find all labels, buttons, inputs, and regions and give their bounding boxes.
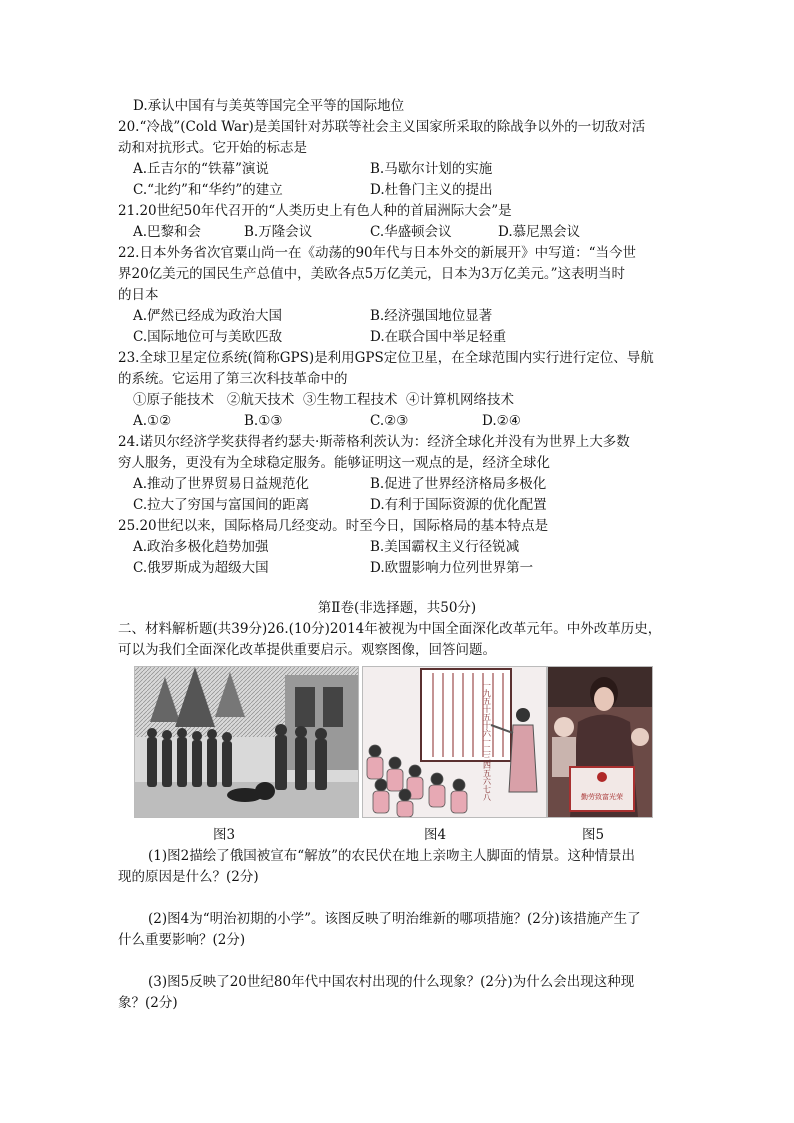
q22-option-d: D.在联合国中举足轻重 <box>370 329 507 345</box>
figure-3-image <box>134 666 359 818</box>
q24-stem-line1: 24.诺贝尔经济学奖获得者约瑟夫·斯蒂格利茨认为：经济全球化并没有为世界上大多数 <box>118 434 630 450</box>
q23-stem-line2: 的系统。它运用了第三次科技革命中的 <box>118 371 348 387</box>
q23-option-a: A.①② <box>133 413 172 429</box>
subq-3-line1: (3)图5反映了20世纪80年代中国农村出现的什么现象？(2分)为什么会出现这种现 <box>148 974 635 990</box>
q22-option-a: A.俨然已经成为政治大国 <box>133 308 283 324</box>
subq-1-line2: 现的原因是什么？(2分) <box>118 869 259 885</box>
q24-option-c: C.拉大了穷国与富国间的距离 <box>133 497 310 513</box>
subq-1-line1: (1)图2描绘了俄国被宣布“解放”的农民伏在地上亲吻主人脚面的情景。这种情景出 <box>148 848 636 864</box>
q22-option-c: C.国际地位可与美欧匹敌 <box>133 329 283 345</box>
figure-5-image <box>547 666 653 818</box>
figure-3-caption: 图3 <box>213 827 236 843</box>
q20-option-a: A.丘吉尔的“铁幕”演说 <box>133 161 269 177</box>
part2-title: 第Ⅱ卷(非选择题，共50分) <box>317 600 477 616</box>
q23-option-b: B.①③ <box>244 413 283 429</box>
q22-stem-line1: 22.日本外务省次官粟山尚一在《动荡的90年代与日本外交的新展开》中写道：“当今世 <box>118 245 637 261</box>
q21-option-b: B.万隆会议 <box>244 224 313 240</box>
q21-stem: 21.20世纪50年代召开的“人类历史上有色人种的首届洲际大会”是 <box>118 203 512 219</box>
q22-stem-line2: 界20亿美元的国民生产总值中，美欧各点5万亿美元，日本为3万亿美元。”这表明当时 <box>118 266 626 282</box>
q19-option-d: D.承认中国有与美英等国完全平等的国际地位 <box>133 98 405 114</box>
q20-stem-line1: 20.“冷战”(Cold War)是美国针对苏联等社会主义国家所采取的除战争以外的一切敌对活 <box>118 119 646 135</box>
q25-option-c: C.俄罗斯成为超级大国 <box>133 560 269 576</box>
q24-option-d: D.有利于国际资源的优化配置 <box>370 497 547 513</box>
q22-stem-line3: 的日本 <box>118 287 159 303</box>
q20-option-d: D.杜鲁门主义的提出 <box>370 182 493 198</box>
subq-2-line1: (2)图4为“明治初期的小学”。该图反映了明治维新的哪项措施？(2分)该措施产生了 <box>148 911 641 927</box>
q24-option-a: A.推动了世界贸易日益规范化 <box>133 476 310 492</box>
part2-intro-line1: 二、材料解析题(共39分)26.(10分)2014年被视为中国全面深化改革元年。中外改革历史， <box>118 621 662 637</box>
q25-option-d: D.欧盟影响力位列世界第一 <box>370 560 534 576</box>
figure-3-engraving <box>135 667 358 817</box>
q25-option-b: B.美国霸权主义行径锐减 <box>370 539 520 555</box>
q24-stem-line2: 穷人服务，更没有为全球稳定服务。能够证明这一观点的是，经济全球化 <box>118 455 550 471</box>
q20-option-b: B.马歇尔计划的实施 <box>370 161 493 177</box>
q23-option-c: C.②③ <box>370 413 409 429</box>
figure-5-banner-text: 勤劳致富光荣 <box>581 793 623 801</box>
figure-4-board-text: 一九五十五十六一二三四五六七八 <box>482 681 492 801</box>
q21-option-c: C.华盛顿会议 <box>370 224 452 240</box>
subq-3-line2: 象？(2分) <box>118 995 178 1011</box>
q20-option-c: C.“北约”和“华约”的建立 <box>133 182 283 198</box>
subq-2-line2: 什么重要影响？(2分) <box>118 932 246 948</box>
q24-option-b: B.促进了世界经济格局多极化 <box>370 476 547 492</box>
q23-option-d: D.②④ <box>482 413 521 429</box>
part2-intro-line2: 可以为我们全面深化改革提供重要启示。观察图像，回答问题。 <box>118 642 496 658</box>
q25-option-a: A.政治多极化趋势加强 <box>133 539 269 555</box>
figure-4-caption: 图4 <box>424 827 447 843</box>
figure-5-caption: 图5 <box>582 827 605 843</box>
figure-4-classroom <box>363 667 546 817</box>
q21-option-a: A.巴黎和会 <box>133 224 202 240</box>
figure-4-image <box>362 666 547 818</box>
figure-5-photo <box>548 667 652 817</box>
q21-option-d: D.慕尼黑会议 <box>498 224 581 240</box>
q22-option-b: B.经济强国地位显著 <box>370 308 493 324</box>
q20-stem-line2: 动和对抗形式。它开始的标志是 <box>118 140 307 156</box>
q25-stem: 25.20世纪以来，国际格局几经变动。时至今日，国际格局的基本特点是 <box>118 518 549 534</box>
q23-items: ①原子能技术 ②航天技术 ③生物工程技术 ④计算机网络技术 <box>133 392 515 408</box>
q23-stem-line1: 23.全球卫星定位系统(简称GPS)是利用GPS定位卫星，在全球范围内实行进行定位、导航 <box>118 350 654 366</box>
